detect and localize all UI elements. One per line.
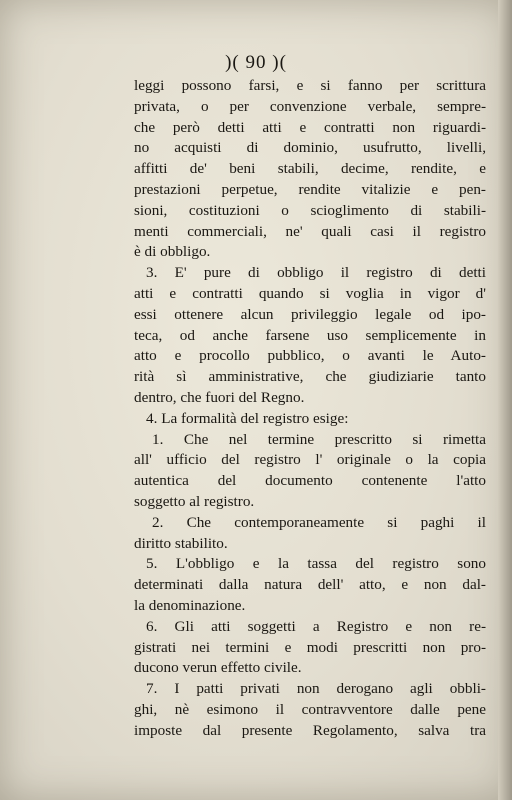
text-line: sioni, costituzioni o scioglimento di stabili- <box>134 201 486 219</box>
text-line: rità sì amministrative, che giudiziarie tanto <box>134 368 486 386</box>
text-line: prestazioni perpetue, rendite vitalizie e pen- <box>134 180 486 198</box>
text-line: ghi, nè esimono il contravventore dalle pene <box>134 700 486 718</box>
item-2-start: 2. Che contemporaneamente si paghi il <box>152 513 486 531</box>
text-line: soggetto al registro. <box>134 492 255 510</box>
text-line: teca, od anche farsene uso semplicemente in <box>134 326 486 344</box>
text-line: affitti de' beni stabili, decime, rendite, e <box>134 160 486 178</box>
paragraph-7-start: 7. I patti privati non derogano agli obbli- <box>146 680 486 698</box>
body-text <box>134 76 486 742</box>
text-line: gistrati nei termini e modi prescritti non pro- <box>134 638 486 656</box>
item-1-start: 1. Che nel termine prescritto si rimetta <box>152 430 486 448</box>
text-line: che però detti atti e contratti non riguardi- <box>134 118 486 136</box>
paragraph-5-start: 5. L'obbligo e la tassa del registro sono <box>146 555 486 573</box>
text-line: diritto stabilito. <box>134 534 228 552</box>
text-line: no acquisti di dominio, usufrutto, livelli, <box>134 139 486 157</box>
text-line: menti commerciali, ne' quali casi il registro <box>134 222 486 240</box>
text-line: essi ottenere alcun privileggio legale od ipo- <box>134 305 486 323</box>
text-line: atti e contratti quando si voglia in vigor d' <box>134 284 486 302</box>
page-number-header: )( 90 )( <box>225 52 287 73</box>
text-line: privata, o per convenzione verbale, sempre- <box>134 97 486 115</box>
paragraph-6-start: 6. Gli atti soggetti a Registro e non re- <box>146 617 486 635</box>
text-line: all' ufficio del registro l' originale o la copia <box>134 451 486 469</box>
paragraph-3-start: 3. E' pure di obbligo il registro di detti <box>146 264 486 282</box>
text-line: autentica del documento contenente l'atto <box>134 472 486 490</box>
text-line: imposte dal presente Regolamento, salva tra <box>134 721 486 739</box>
text-line: determinati dalla natura dell' atto, e non dal- <box>134 576 486 594</box>
text-line: leggi possono farsi, e si fanno per scrittura <box>134 77 486 94</box>
text-line: è di obbligo. <box>134 243 211 261</box>
paragraph-4-start: 4. La formalità del registro esige: <box>146 409 349 427</box>
text-line: dentro, che fuori del Regno. <box>134 388 305 406</box>
page-edge <box>498 0 512 800</box>
text-line: la denominazione. <box>134 596 246 614</box>
text-line: atto e procollo pubblico, o avanti le Auto- <box>134 347 486 365</box>
text-line: ducono verun effetto civile. <box>134 659 302 677</box>
